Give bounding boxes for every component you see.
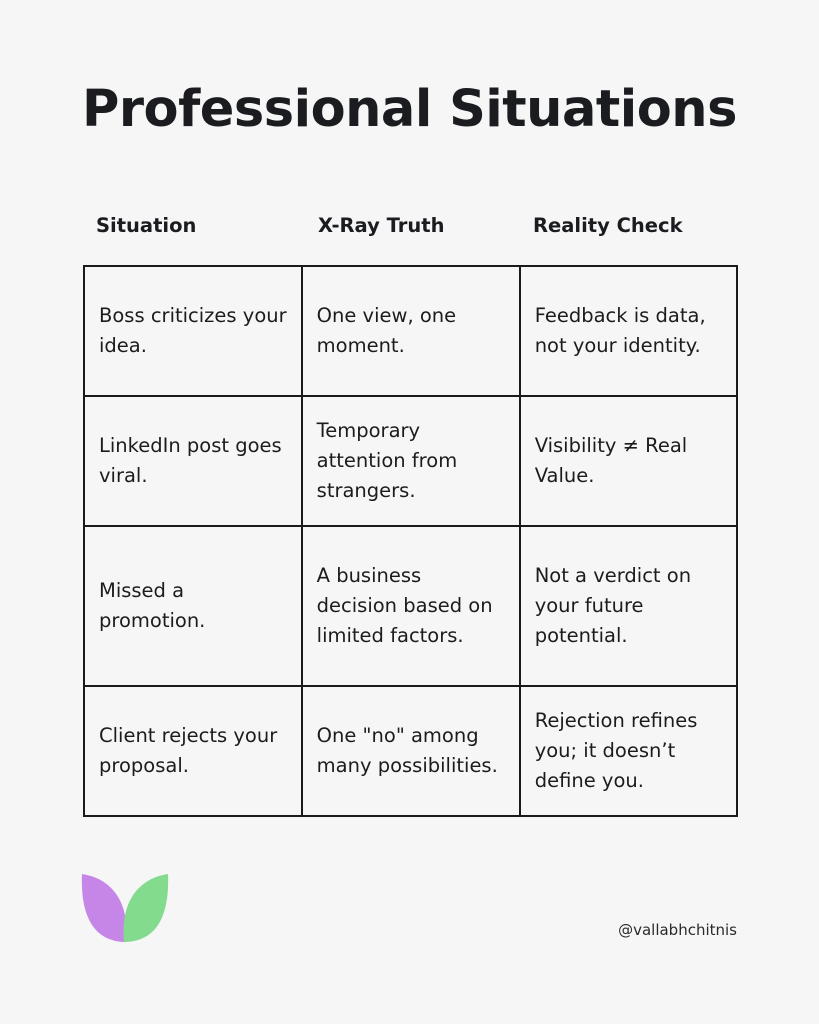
page-title: Professional Situations [82, 80, 737, 139]
cell-reality-check: Visibility ≠ Real Value. [520, 396, 737, 526]
left-leaf-shape [82, 874, 127, 942]
cell-xray-truth: One view, one moment. [302, 266, 520, 396]
leaf-logo-icon [80, 872, 170, 944]
cell-situation: Boss criticizes your idea. [84, 266, 302, 396]
cell-reality-check: Feedback is data, not your identity. [520, 266, 737, 396]
table-row [84, 396, 737, 526]
table-row [84, 526, 737, 686]
cell-situation: Missed a promotion. [84, 526, 302, 686]
cell-reality-check: Rejection refines you; it doesn’t define you. [520, 686, 737, 816]
right-leaf-shape [123, 874, 168, 942]
column-header-xray-truth: X-Ray Truth [318, 214, 445, 237]
author-handle: @vallabhchitnis [618, 921, 737, 939]
situations-table [83, 265, 738, 817]
cell-reality-check: Not a verdict on your future potential. [520, 526, 737, 686]
cell-xray-truth: A business decision based on limited factors. [302, 526, 520, 686]
table-row [84, 266, 737, 396]
cell-xray-truth: One "no" among many possibilities. [302, 686, 520, 816]
cell-xray-truth: Temporary attention from strangers. [302, 396, 520, 526]
table-row [84, 686, 737, 816]
column-header-situation: Situation [96, 214, 197, 237]
column-header-reality-check: Reality Check [533, 214, 683, 237]
cell-situation: LinkedIn post goes viral. [84, 396, 302, 526]
table-column-headers [84, 214, 738, 246]
cell-situation: Client rejects your proposal. [84, 686, 302, 816]
